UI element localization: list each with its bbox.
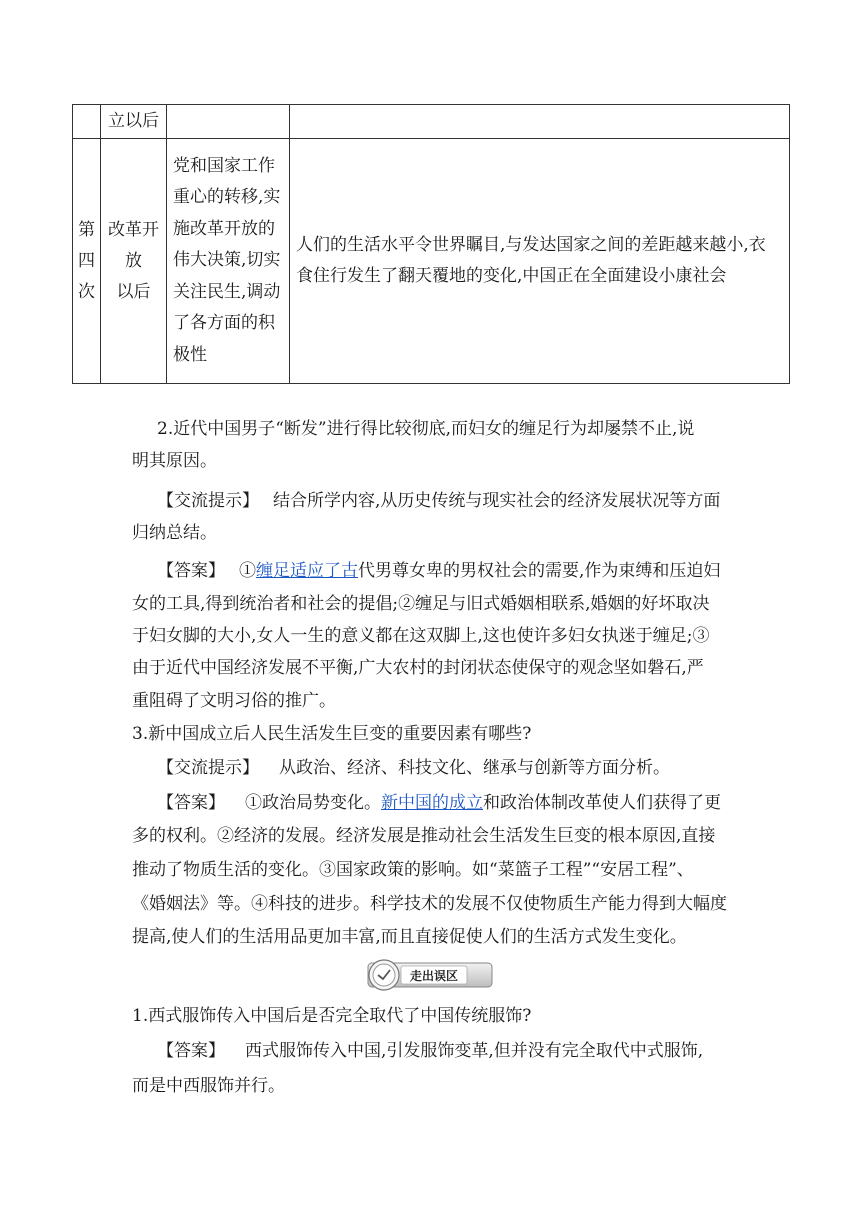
hint-text: 从政治、经济、科技文化、继承与创新等方面分析。 — [279, 758, 670, 778]
table-row — [73, 139, 790, 384]
table-cell-description — [290, 105, 790, 139]
section-badge — [367, 958, 493, 992]
hint-label: 【交流提示】 — [157, 491, 259, 511]
table-cell-description: 人们的生活水平令世界瞩目,与发达国家之间的差距越来越小,衣 食住行发生了翻天覆地的变化,中国正在全面建设小康社会 — [290, 139, 790, 384]
hint-label: 【交流提示】 — [157, 758, 259, 778]
q3-answer-line: 《婚姻法》等。④科技的进步。科学技术的发展不仅使物质生产能力得到大幅度 — [132, 894, 727, 914]
q2-answer-line: 于妇女脚的大小,女人一生的意义都在这双脚上,这也使许多妇女执迷于缠足;③ — [132, 626, 710, 646]
table-cell-stage: 改革开 放 以后 — [101, 139, 167, 384]
q3-answer-line: 多的权利。②经济的发展。经济发展是推动社会生活发生巨变的根本原因,直接 — [132, 826, 716, 846]
q3-answer-line: 推动了物质生活的变化。③国家政策的影响。如“菜篮子工程”“安居工程”、 — [132, 860, 694, 880]
answer-label: 【答案】 — [157, 561, 225, 581]
hint-text: 结合所学内容,从历史传统与现实社会的经济发展状况等方面 — [273, 491, 721, 511]
history-table — [72, 104, 789, 384]
q2-question-line: 明其原因。 — [132, 451, 217, 471]
m1-answer-line: 而是中西服饰并行。 — [132, 1076, 285, 1096]
q2-answer: 【答案】 ①缠足适应了古代男尊女卑的男权社会的需要,作为束缚和压迫妇 — [157, 561, 721, 581]
table-cell-index: 第 四 次 — [73, 139, 101, 384]
m1-question-line: 1.西式服饰传入中国后是否完全取代了中国传统服饰? — [132, 1006, 532, 1026]
q2-hint-line: 归纳总结。 — [132, 523, 217, 543]
answer-label: 【答案】 — [157, 793, 225, 813]
q3-hint — [157, 753, 670, 778]
table-cell-stage: 立以后 — [101, 105, 167, 139]
q2-answer-line: 女的工具,得到统治者和社会的提倡;②缠足与旧式婚姻相联系,婚姻的好坏取决 — [132, 594, 710, 614]
table-cell-reason — [167, 105, 290, 139]
q3-answer: 【答案】 ①政治局势变化。新中国的成立和政治体制改革使人们获得了更 — [157, 793, 721, 813]
q2-answer-line: 由于近代中国经济发展不平衡,广大农村的封闭状态使保守的观念坚如磐石,严 — [132, 658, 704, 678]
q3-question-line: 3.新中国成立后人民生活发生巨变的重要因素有哪些? — [132, 724, 532, 744]
answer-label: 【答案】 — [157, 1041, 225, 1061]
q2-hint — [157, 486, 720, 511]
section-badge-label: 走出误区 — [409, 969, 459, 983]
clock-icon — [369, 960, 399, 990]
answer-link[interactable]: 新中国的成立 — [381, 793, 483, 813]
table-cell-reason: 党和国家工作 重心的转移,实 施改革开放的 伟大决策,切实 关注民生,调动 了各方面的积 极性 — [167, 139, 290, 384]
q2-question-line: 2.近代中国男子“断发”进行得比较彻底,而妇女的缠足行为却屡禁不止,说 — [157, 419, 695, 439]
table-cell-index — [73, 105, 101, 139]
q2-answer-line: 重阻碍了文明习俗的推广。 — [132, 691, 336, 711]
m1-answer: 【答案】 西式服饰传入中国,引发服饰变革,但并没有完全取代中式服饰, — [157, 1041, 704, 1061]
q3-answer-line: 提高,使人们的生活用品更加丰富,而且直接促使人们的生活方式发生变化。 — [132, 927, 687, 947]
table-row — [73, 105, 790, 139]
answer-link[interactable]: 缠足适应了古 — [256, 561, 358, 581]
